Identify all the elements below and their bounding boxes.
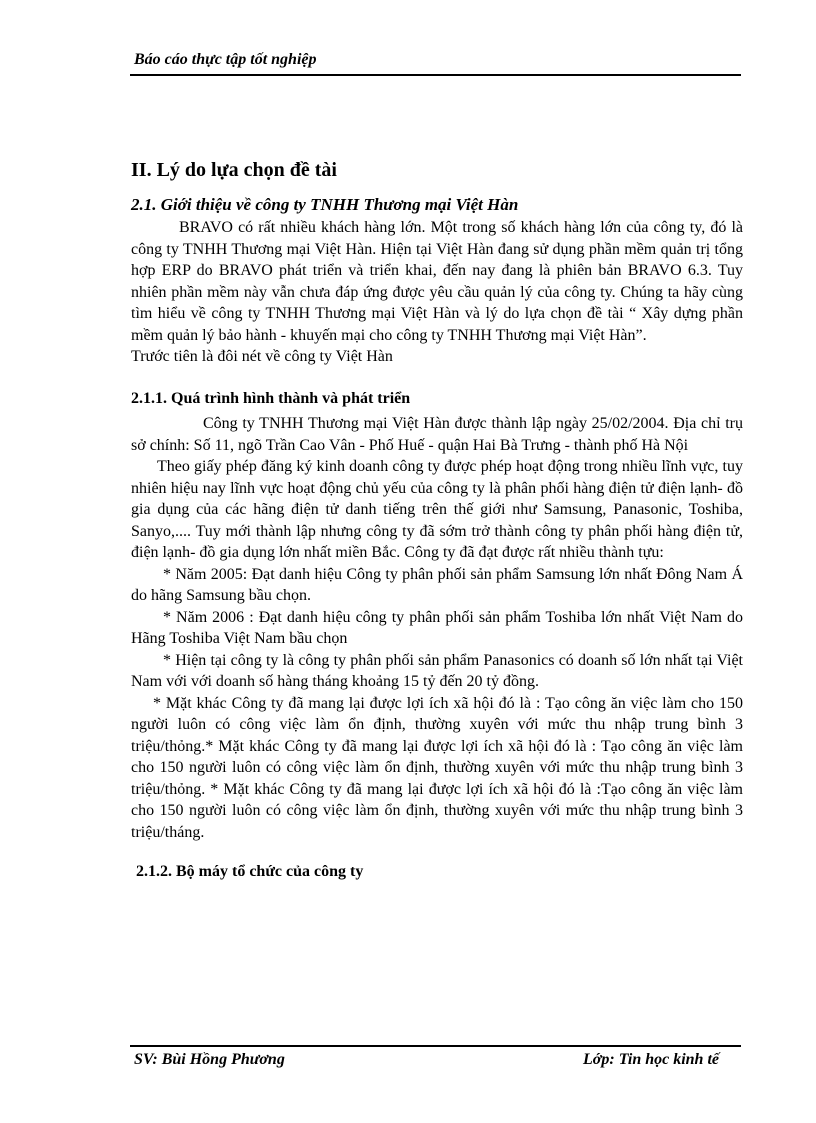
subsection-heading-organization: 2.1.2. Bộ máy tổ chức của công ty [136, 863, 364, 880]
section-heading: II. Lý do lựa chọn đề tài [131, 159, 337, 181]
intro-paragraph: BRAVO có rất nhiều khách hàng lớn. Một trong số khách hàng lớn của công ty, đó là công ty TNHH Thương mại Việt Hàn. Hiện tại Việt Hàn đang sử dụng phần mềm quản trị tổng hợp ERP do BRAVO phát triển và triển khai, đến nay đang là phiên bản BRAVO 6.3. Tuy nhiên phần mềm này vẫn chưa đáp ứng được yêu cầu quản lý của công ty. Chúng ta hãy cùng tìm hiểu về công ty TNHH Thương mại Việt Hàn và lý do lựa chọn đề tài “ Xây dựng phần mềm quản lý bảo hành - khuyến mại cho công ty TNHH Thương mại Việt Hàn”. [131, 219, 743, 344]
page-content [131, 150, 743, 887]
spacer [131, 368, 743, 388]
business-scope-paragraph: Theo giấy phép đăng ký kinh doanh công ty được phép hoạt động trong nhiều lĩnh vực, tuy nhiên hiệu nay lĩnh vực hoạt động chủ yếu của công ty là phân phối hàng điện tử điện lạnh- đồ gia dụng của các hãng điện tử danh tiếng trên thế giới như Samsung, Panasonic, Toshiba, Sanyo,.... Tuy mới thành lập nhưng công ty đã sớm trở thành công ty phân phối hàng điện tử, điện lạnh- đồ gia dụng lớn nhất miền Bắc. Công ty đã đạt được rất nhiều thành tựu: [131, 458, 743, 561]
achievement-item: * Mặt khác Công ty đã mang lại được lợi ích xã hội đó là : Tạo công ăn việc làm cho 150 người luôn có công việc làm ổn định, thường xuyên với mức thu nhập trung bình 3 triệu/thỏng.* Mặt khác Công ty đã mang lại được lợi ích xã hội đó là : Tạo công ăn việc làm cho 150 người luôn có công việc làm ổn định, thường xuyên với mức thu nhập trung bình 3 triệu/thỏng. * Mặt khác Công ty đã mang lại được lợi ích xã hội đó là :Tạo công ăn việc làm cho 150 người luôn có công việc làm ổn định, thường xuyên với mức thu nhập trung bình 3 triệu/tháng. [131, 694, 743, 841]
footer-rule [130, 1045, 741, 1047]
header-rule [130, 74, 741, 76]
footer-class-name: Lớp: Tin học kinh tế [583, 1051, 719, 1068]
achievement-item: * Hiện tại công ty là công ty phân phối sản phẩm Panasonics có doanh số lớn nhất tại Việt Nam với với doanh số hàng tháng khoảng 15 tỷ đến 20 tỷ đồng. [131, 651, 743, 690]
section-sub-heading: 2.1. Giới thiệu về công ty TNHH Thương mại Việt Hàn [131, 194, 519, 214]
footer-student-name: SV: Bùi Hồng Phương [134, 1051, 285, 1068]
achievement-item: * Năm 2005: Đạt danh hiệu Công ty phân phối sản phẩm Samsung lớn nhất Đông Nam Á do hãng Samsung bầu chọn. [131, 565, 743, 604]
page-header-title: Báo cáo thực tập tốt nghiệp [134, 51, 317, 68]
subsection-heading-formation: 2.1.1. Quá trình hình thành và phát triển [131, 389, 411, 407]
company-founding-paragraph: Công ty TNHH Thương mại Việt Hàn được thành lập ngày 25/02/2004. Địa chỉ trụ sở chính: Số 11, ngõ Trần Cao Vân - Phố Huế - quận Hai Bà Trưng - thành phố Hà Nội [131, 415, 743, 454]
achievement-item: * Năm 2006 : Đạt danh hiệu công ty phân phối sản phẩm Toshiba lớn nhất Việt Nam do Hãng Toshiba Việt Nam bầu chọn [131, 608, 743, 647]
intro-line: Trước tiên là đôi nét về công ty Việt Hàn [131, 348, 393, 365]
